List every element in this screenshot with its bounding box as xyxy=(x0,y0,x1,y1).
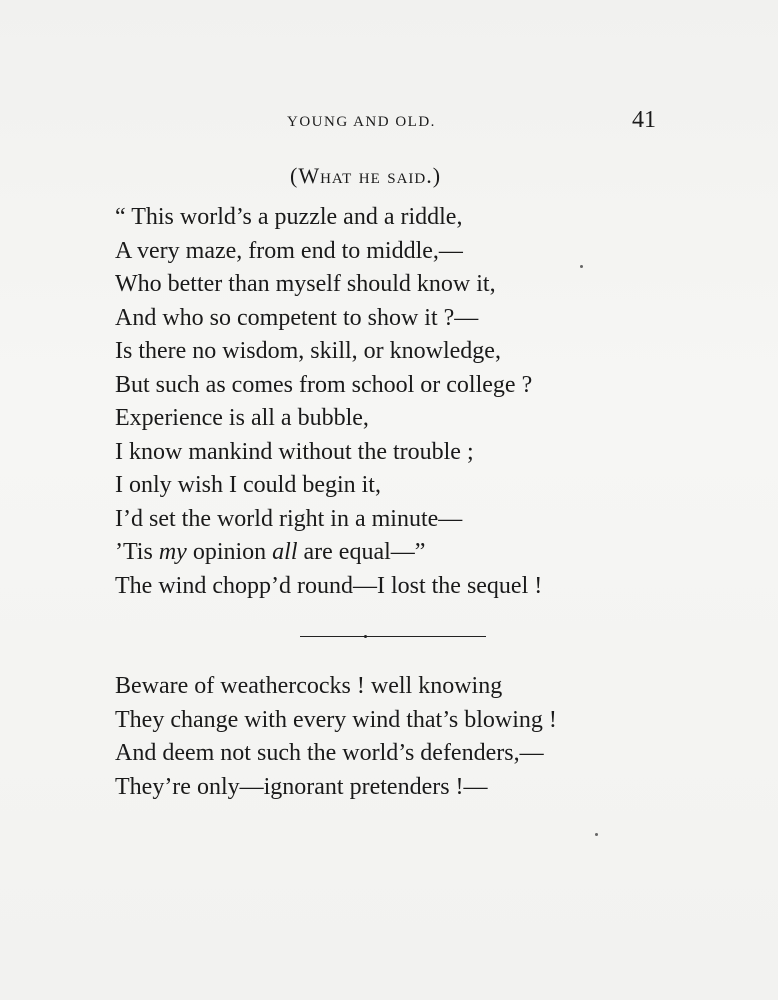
italic-word: all xyxy=(272,539,298,565)
section-divider xyxy=(300,636,486,637)
poem-stanza-2 xyxy=(115,670,557,804)
italic-word: my xyxy=(158,539,187,565)
text-run: opinion xyxy=(186,539,273,565)
paper-speck xyxy=(595,833,598,836)
running-title: YOUNG AND OLD. xyxy=(287,114,436,130)
poem-line: Who better than myself should know it, xyxy=(115,271,496,297)
poem-line: And who so competent to show it ?— xyxy=(115,304,479,331)
poem-stanza-1 xyxy=(115,201,542,603)
poem-line: Is there no wisdom, skill, or knowledge, xyxy=(115,338,501,364)
poem-line: They’re only—ignorant pretenders !— xyxy=(115,773,488,800)
poem-line: Experience is all a bubble, xyxy=(115,405,369,431)
poem-line: I only wish I could begin it, xyxy=(115,472,381,498)
poem-line: The wind chopp’d round—I lost the sequel ! xyxy=(115,572,543,599)
poem-line: I’d set the world right in a minute— xyxy=(115,505,463,532)
text-run: are equal—” xyxy=(297,539,426,565)
poem-line xyxy=(115,536,542,570)
poem-line: But such as comes from school or college ? xyxy=(115,371,533,398)
poem-line: Beware of weathercocks ! well knowing xyxy=(115,673,503,699)
page-number: 41 xyxy=(632,107,656,133)
paper-speck xyxy=(580,265,583,268)
poem-line: A very maze, from end to middle,— xyxy=(115,237,463,264)
poem-line: They change with every wind that’s blowing ! xyxy=(115,706,557,733)
text-run: ’Tis xyxy=(115,539,159,565)
section-title: (What he said.) xyxy=(290,163,442,188)
divider-mark xyxy=(364,635,367,638)
poem-line: I know mankind without the trouble ; xyxy=(115,438,474,465)
poem-line: And deem not such the world’s defenders,— xyxy=(115,740,544,766)
poem-line: “ This world’s a puzzle and a riddle, xyxy=(115,204,463,230)
